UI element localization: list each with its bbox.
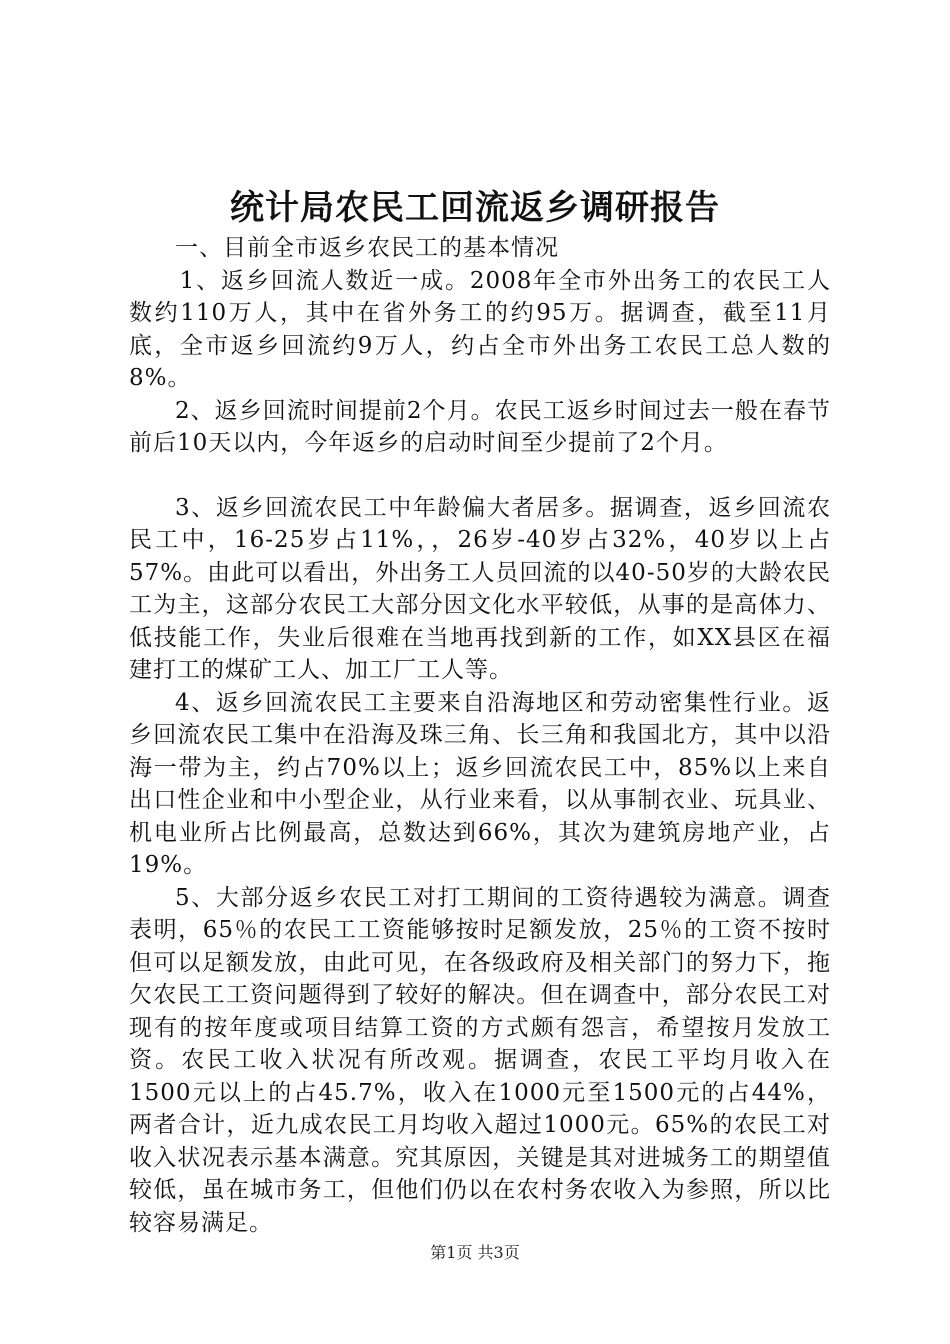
paragraph-2: 2、返乡回流时间提前2个月。农民工返乡时间过去一般在春节前后10天以内，今年返乡的启动时间至少提前了2个月。 [129,397,831,456]
document-body [129,232,831,1239]
paragraph-3: 3、返乡回流农民工中年龄偏大者居多。据调查，返乡回流农民工中，16-25岁占11%，，26岁-40岁占32%，40岁以上占57%。由此可以看出，外出务工人员回流的以40-50岁的大龄农民工为主，这部分农民工大部分因文化水平较低，从事的是高体力、低技能工作，失业后很难在当地再找到新的工作，如XX县区在福建打工的煤矿工人、加工厂工人等。 [129,494,831,683]
paragraph-4: 4、返乡回流农民工主要来自沿海地区和劳动密集性行业。返乡回流农民工集中在沿海及珠三角、长三角和我国北方，其中以沿海一带为主，约占70%以上；返乡回流农民工中，85%以上来自出口性企业和中小型企业，从行业来看，以从事制衣业、玩具业、机电业所占比例最高，总数达到66%，其次为建筑房地产业，占19%。 [129,689,831,878]
document-title: 统计局农民工回流返乡调研报告 [230,188,720,228]
page-number: 第1页 共3页 [430,1243,520,1262]
paragraph-1: 1、返乡回流人数近一成。2008年全市外出务工的农民工人数约110万人，其中在省外务工的约95万。据调查，截至11月底，全市返乡回流约9万人，约占全市外出务工农民工总人数的8%。 [129,267,831,391]
paragraph-5: 5、大部分返乡农民工对打工期间的工资待遇较为满意。调查表明，65％的农民工工资能够按时足额发放，25％的工资不按时但可以足额发放，由此可见，在各级政府及相关部门的努力下，拖欠农民工工资问题得到了较好的解决。但在调查中，部分农民工对现有的按年度或项目结算工资的方式颇有怨言，希望按月发放工资。农民工收入状况有所改观。据调查，农民工平均月收入在1500元以上的占45.7%，收入在1000元至1500元的占44%，两者合计，近九成农民工月均收入超过1000元。65%的农民工对收入状况表示基本满意。究其原因，关键是其对进城务工的期望值较低，虽在城市务工，但他们仍以在农村务农收入为参照，所以比较容易满足。 [129,884,831,1236]
section-heading: 一、目前全市返乡农民工的基本情况 [175,235,559,261]
